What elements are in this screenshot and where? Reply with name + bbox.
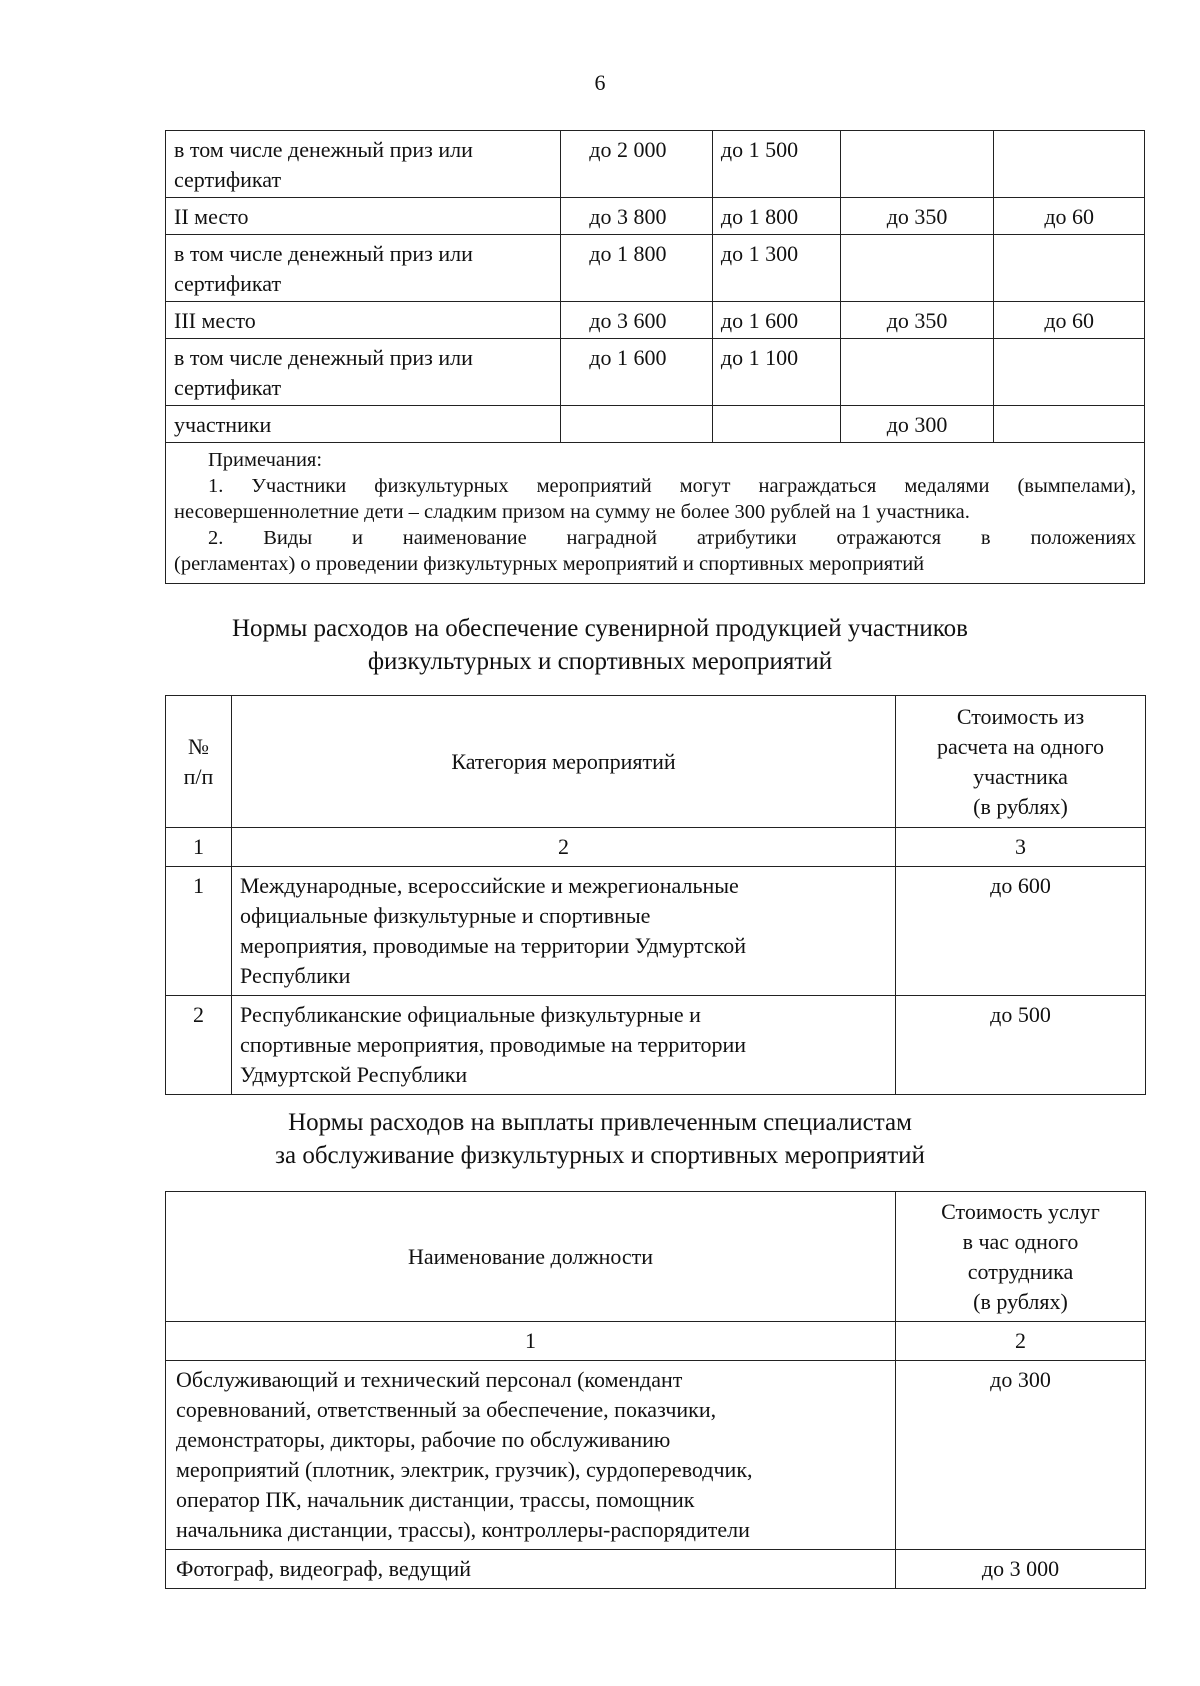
award-label: в том числе денежный приз или сертификат [166, 339, 561, 406]
award-value [712, 406, 840, 443]
note-text: 2. Виды и наименование наградной атрибутики отражаются в положениях [208, 527, 1136, 549]
table-header-row [166, 696, 1146, 828]
header-cost: Стоимость услуг в час одного сотрудника (в рублях) [896, 1192, 1146, 1322]
column-number: 2 [232, 828, 896, 867]
cost-value: до 600 [896, 867, 1146, 996]
row-number: 2 [166, 996, 232, 1095]
award-value: до 1 800 [561, 235, 713, 302]
table-row [166, 198, 1145, 235]
award-value: до 3 800 [561, 198, 713, 235]
note-text: 1. Участники физкультурных мероприятий могут награждаться медалями (вымпелами), [208, 475, 1136, 497]
table-row [166, 867, 1146, 996]
numbering-row [166, 828, 1146, 867]
award-label: участники [166, 406, 561, 443]
notes-row [166, 443, 1145, 584]
award-label: в том числе денежный приз или сертификат [166, 235, 561, 302]
award-value: до 60 [994, 198, 1145, 235]
award-label: в том числе денежный приз или сертификат [166, 131, 561, 198]
award-value: до 1 800 [712, 198, 840, 235]
page-number: 6 [594, 70, 606, 95]
table-row [166, 1361, 1146, 1550]
title-line: физкультурных и спортивных мероприятий [367, 648, 833, 675]
award-label: III место [166, 302, 561, 339]
souvenir-table [165, 695, 1146, 1095]
table-header-row [166, 1192, 1146, 1322]
award-value: до 3 600 [561, 302, 713, 339]
notes-cell [166, 443, 1145, 584]
award-value [840, 339, 994, 406]
award-value: до 350 [840, 302, 994, 339]
award-label: II место [166, 198, 561, 235]
award-value [561, 406, 713, 443]
award-value [994, 131, 1145, 198]
table-row [166, 235, 1145, 302]
award-value: до 300 [840, 406, 994, 443]
award-value: до 1 600 [712, 302, 840, 339]
award-value [994, 235, 1145, 302]
note-text: несовершеннолетние дети – сладким призом на сумму не более 300 рублей на 1 участника. [174, 501, 970, 523]
event-category: Республиканские официальные физкультурные и спортивные мероприятия, проводимые на территории Удмуртской Республики [232, 996, 896, 1095]
section-title-souvenir [0, 612, 1200, 678]
award-value: до 350 [840, 198, 994, 235]
award-value: до 2 000 [561, 131, 713, 198]
award-value [840, 235, 994, 302]
section-title-specialists [0, 1106, 1200, 1172]
header-cost: Стоимость из расчета на одного участника (в рублях) [896, 696, 1146, 828]
table-row [166, 996, 1146, 1095]
note-text: (регламентах) о проведении физкультурных мероприятий и спортивных мероприятий [174, 553, 925, 575]
award-value [840, 131, 994, 198]
table-row [166, 131, 1145, 198]
table-row [166, 1550, 1146, 1589]
event-category: Международные, всероссийские и межрегиональные официальные физкультурные и спортивные мероприятия, проводимые на территории Удмуртской Республики [232, 867, 896, 996]
award-value: до 1 500 [712, 131, 840, 198]
notes-heading: Примечания: [208, 449, 323, 471]
specialists-table [165, 1191, 1146, 1589]
cost-value: до 300 [896, 1361, 1146, 1550]
award-value: до 1 300 [712, 235, 840, 302]
awards-table [165, 130, 1145, 584]
column-number: 1 [166, 828, 232, 867]
column-number: 3 [896, 828, 1146, 867]
column-number: 2 [896, 1322, 1146, 1361]
award-value [994, 406, 1145, 443]
position-name: Фотограф, видеограф, ведущий [166, 1550, 896, 1589]
table-row [166, 302, 1145, 339]
position-name: Обслуживающий и технический персонал (комендант соревнований, ответственный за обеспечение, показчики, демонстраторы, дикторы, рабочие по обслуживанию мероприятий (плотник, электрик, грузчик), сурдопереводчик, оператор ПК, начальник дистанции, трассы, помощник начальника дистанции, трассы), контроллеры-распорядители [166, 1361, 896, 1550]
cost-value: до 3 000 [896, 1550, 1146, 1589]
title-line: Нормы расходов на обеспечение сувенирной продукцией участников [232, 615, 968, 642]
header-category: Категория мероприятий [232, 696, 896, 828]
award-value: до 60 [994, 302, 1145, 339]
cost-value: до 500 [896, 996, 1146, 1095]
table-row [166, 339, 1145, 406]
header-num: № п/п [166, 696, 232, 828]
column-number: 1 [166, 1322, 896, 1361]
header-position: Наименование должности [166, 1192, 896, 1322]
row-number: 1 [166, 867, 232, 996]
numbering-row [166, 1322, 1146, 1361]
award-value: до 1 100 [712, 339, 840, 406]
award-value: до 1 600 [561, 339, 713, 406]
title-line: за обслуживание физкультурных и спортивных мероприятий [275, 1142, 925, 1169]
title-line: Нормы расходов на выплаты привлеченным специалистам [288, 1109, 912, 1136]
award-value [994, 339, 1145, 406]
table-row [166, 406, 1145, 443]
